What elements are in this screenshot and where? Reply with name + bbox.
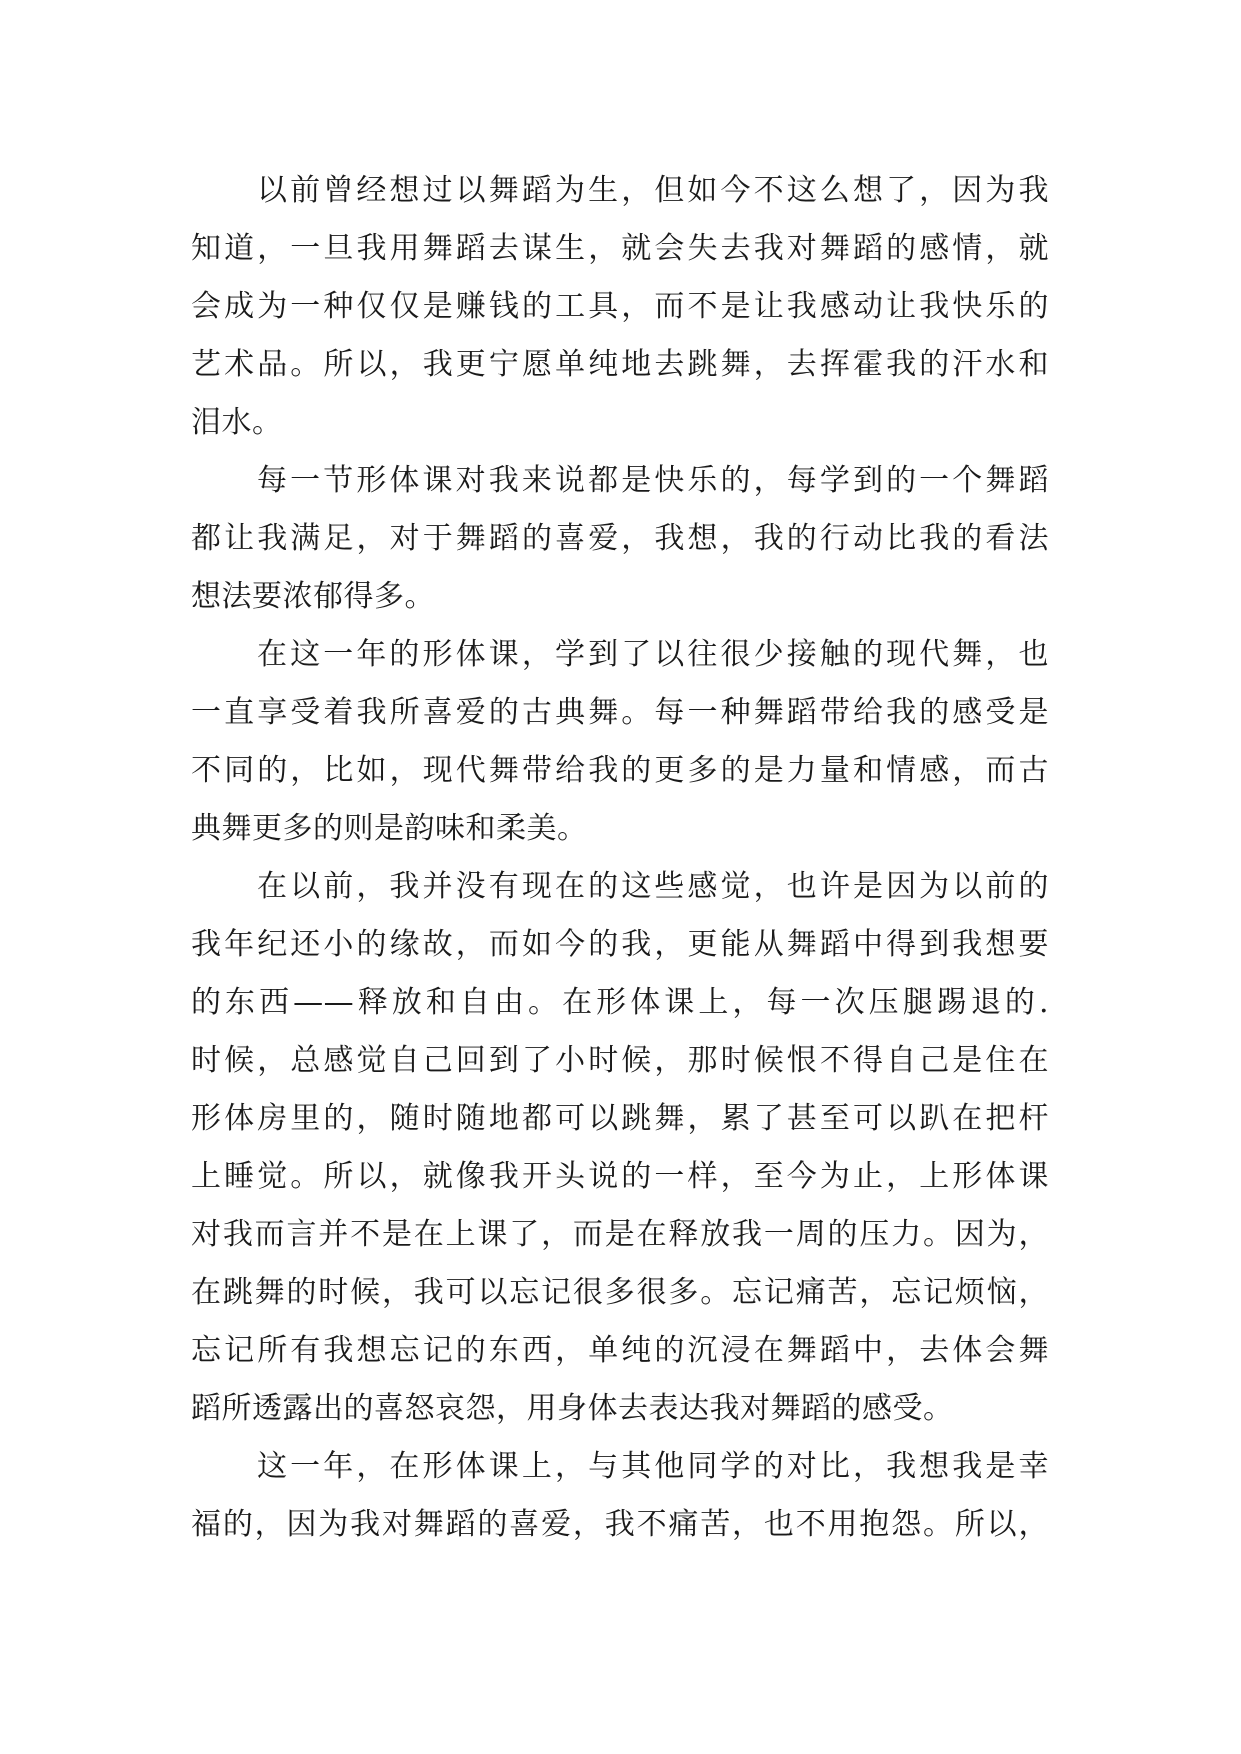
paragraph-1 bbox=[191, 162, 1049, 452]
paragraph-line: 在跳舞的时候，我可以忘记很多很多。忘记痛苦，忘记烦恼， bbox=[191, 1275, 1049, 1310]
paragraph-line: 知道，一旦我用舞蹈去谋生，就会失去我对舞蹈的感情，就 bbox=[191, 231, 1049, 266]
paragraph-line: 的东西——释放和自由。在形体课上，每一次压腿踢退的. bbox=[191, 985, 1049, 1020]
paragraph-line: 福的，因为我对舞蹈的喜爱，我不痛苦，也不用抱怨。所以， bbox=[191, 1507, 1049, 1542]
paragraph-4 bbox=[191, 858, 1049, 1438]
paragraph-line: 一直享受着我所喜爱的古典舞。每一种舞蹈带给我的感受是 bbox=[191, 695, 1049, 730]
paragraph-line: 不同的，比如，现代舞带给我的更多的是力量和情感，而古 bbox=[191, 753, 1049, 788]
paragraph-line: 艺术品。所以，我更宁愿单纯地去跳舞，去挥霍我的汗水和 bbox=[191, 347, 1049, 382]
paragraph-line: 会成为一种仅仅是赚钱的工具，而不是让我感动让我快乐的 bbox=[191, 289, 1049, 324]
paragraph-line: 典舞更多的则是韵味和柔美。 bbox=[191, 811, 588, 846]
paragraph-line: 想法要浓郁得多。 bbox=[191, 579, 435, 614]
paragraph-line: 在以前，我并没有现在的这些感觉，也许是因为以前的 bbox=[257, 869, 1049, 904]
paragraph-line: 都让我满足，对于舞蹈的喜爱，我想，我的行动比我的看法 bbox=[191, 521, 1049, 556]
paragraph-3 bbox=[191, 626, 1049, 858]
paragraph-line: 这一年，在形体课上，与其他同学的对比，我想我是幸 bbox=[257, 1449, 1049, 1484]
paragraph-5 bbox=[191, 1438, 1049, 1554]
paragraph-line: 忘记所有我想忘记的东西，单纯的沉浸在舞蹈中，去体会舞 bbox=[191, 1333, 1049, 1368]
paragraph-line: 形体房里的，随时随地都可以跳舞，累了甚至可以趴在把杆 bbox=[191, 1101, 1049, 1136]
paragraph-line: 上睡觉。所以，就像我开头说的一样，至今为止，上形体课 bbox=[191, 1159, 1049, 1194]
paragraph-line: 在这一年的形体课，学到了以往很少接触的现代舞，也 bbox=[257, 637, 1049, 672]
paragraph-line: 蹈所透露出的喜怒哀怨，用身体去表达我对舞蹈的感受。 bbox=[191, 1391, 954, 1426]
paragraph-line: 每一节形体课对我来说都是快乐的，每学到的一个舞蹈 bbox=[257, 463, 1049, 498]
paragraph-line: 对我而言并不是在上课了，而是在释放我一周的压力。因为， bbox=[191, 1217, 1049, 1252]
paragraph-line: 时候，总感觉自己回到了小时候，那时候恨不得自己是住在 bbox=[191, 1043, 1049, 1078]
body-text bbox=[191, 162, 1049, 1554]
paragraph-line: 泪水。 bbox=[191, 405, 283, 440]
paragraph-2 bbox=[191, 452, 1049, 626]
paragraph-line: 我年纪还小的缘故，而如今的我，更能从舞蹈中得到我想要 bbox=[191, 927, 1049, 962]
paragraph-line: 以前曾经想过以舞蹈为生，但如今不这么想了，因为我 bbox=[257, 173, 1049, 208]
